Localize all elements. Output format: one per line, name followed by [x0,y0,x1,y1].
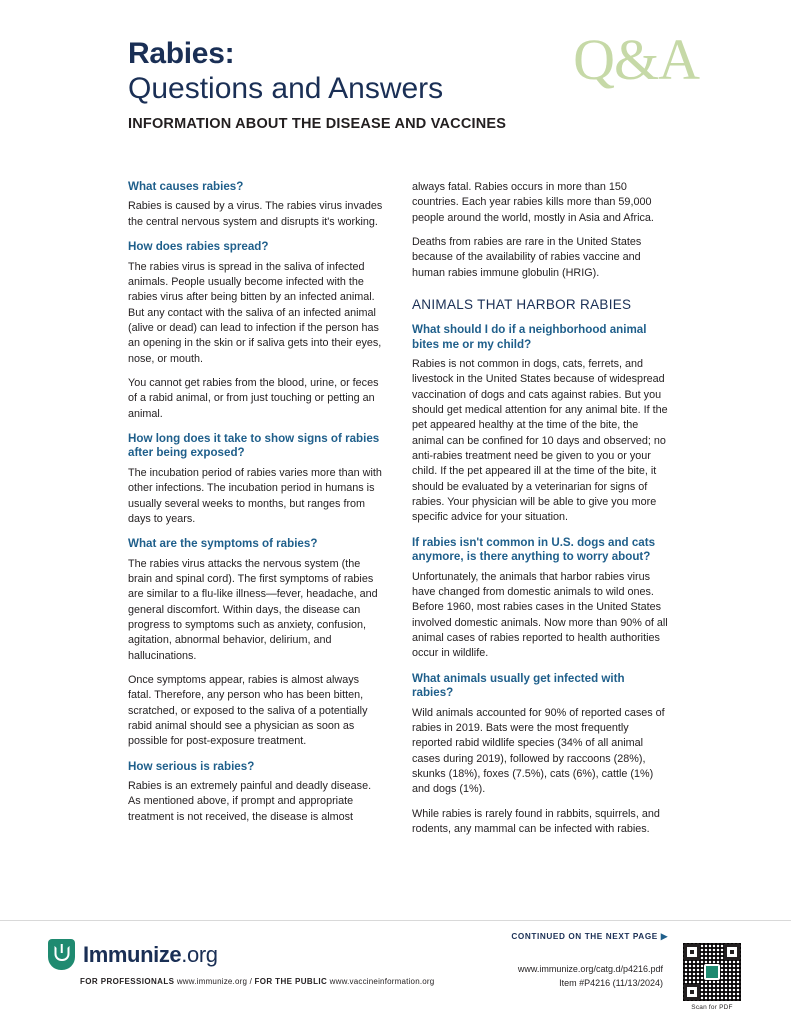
footer-document-info [518,963,663,991]
answer-paragraph: The rabies virus attacks the nervous system (the brain and spinal cord). The first symptoms of rabies are similar to a flu-like illness—fever, headache, and general discomfort. Within days, the disease can progress to symptoms such as anxiety, confusion, agitation, abnormal behavior, delirium, and hallucinations. [128,557,378,662]
qr-label: Scan for PDF [691,1004,733,1011]
logo-text [83,942,218,968]
qa-block [128,760,384,825]
answer-paragraph: Rabies is an extremely painful and deadly disease. As mentioned above, if prompt and appropriate treatment is not received, the disease is almost [128,780,372,823]
triangle-right-icon: ▶ [660,931,668,941]
question-heading: If rabies isn't common in U.S. dogs and cats anymore, is there anything to worry about? [412,535,656,564]
for-public-label: FOR THE PUBLIC [254,977,328,986]
answer-paragraph: The incubation period of rabies varies more than with other infections. The incubation period in humans is usually several weeks to months, but ranges from days to years. [128,466,382,525]
qa-block [128,180,384,230]
answer-paragraph-continued: Deaths from rabies are rare in the United States because of the availability of rabies vaccine and human rabies immune globulin (HRIG). [412,235,642,279]
qr-code-block[interactable] [681,943,743,1011]
qr-finder-top-left [684,944,700,960]
qr-code-icon [683,943,741,1001]
document-footer [0,920,791,1024]
answer-paragraph-continued: always fatal. Rabies occurs in more than 150 countries. Each year rabies kills more than 59,000 people around the world, mostly in Asia and Africa. [412,181,654,224]
answer-paragraph: Rabies is not common in dogs, cats, ferrets, and livestock in the United States because of widespread vaccination of dogs and cats against rabies. But you should get medical attention for any animal bite. If the pet appeared healthy at the time of the bite, the animal can be confined for 10 days and observed; no anti-rabies treatment need be given to you or your child. If the pet appeared ill at the time of the bite, it should be evaluated by a veterinarian for signs of rabies. Your physician will be able to give you more specific advice for your situation. [412,358,668,524]
qa-watermark: Q&A [573,27,699,92]
for-professionals-url[interactable]: www.immunize.org [176,977,248,986]
document-url[interactable]: www.immunize.org/catg.d/p4216.pdf [517,964,663,974]
question-heading: How serious is rabies? [128,759,255,773]
article-columns [128,180,668,941]
page-subtitle: Questions and Answers [128,71,444,105]
footer-separator: / [249,977,253,986]
footer-links [80,977,434,986]
qa-block [128,432,384,527]
qr-finder-bottom-left [684,984,700,1000]
qr-center-logo [704,964,720,980]
question-heading: What causes rabies? [128,180,244,193]
section-heading: ANIMALS THAT HARBOR RABIES [412,296,632,312]
answer-paragraph: Once symptoms appear, rabies is almost always fatal. Therefore, any person who has been bitten, scratched, or exposed to the saliva of a potentially rabid animal should see a physician as soon as possible for post-exposure treatment. [128,673,368,748]
logo-text-suffix: .org [181,941,218,967]
answer-paragraph: Rabies is caused by a virus. The rabies virus invades the central nervous system and disrupts it's working. [128,200,383,228]
immunize-logo[interactable] [48,939,218,970]
question-heading: What animals usually get infected with rabies? [412,671,625,700]
question-heading: What should I do if a neighborhood animal bites me or my child? [412,323,647,351]
qr-finder-top-right [724,944,740,960]
qa-block [412,672,668,838]
answer-paragraph: While rabies is rarely found in rabbits, squirrels, and rodents, any mammal can be infected with rabies. [412,807,660,835]
shield-icon [48,939,75,970]
question-heading: How does rabies spread? [128,240,269,254]
for-public-url[interactable]: www.vaccineinformation.org [329,977,435,986]
answer-paragraph: Unfortunately, the animals that harbor rabies virus have changed from domestic animals to wild ones. Before 1960, most rabies cases in the United States involved domestic animals. Now more than 90% of all animal cases of rabies reported to health authorities occur in wildlife. [412,570,668,660]
qa-block [128,537,384,749]
answer-paragraph: You cannot get rabies from the blood, urine, or feces of a rabid animal, or from just touching or petting an animal. [128,376,379,420]
item-number: Item #P4216 (11/13/2024) [559,977,663,988]
qa-block [412,323,668,526]
question-heading: What are the symptoms of rabies? [128,537,318,551]
answer-paragraph: Wild animals accounted for 90% of reported cases of rabies in 2019. Bats were the most frequently reported rabid wildlife species (34% of all animal cases during 2019), followed by raccoons (28%), skunks (18%), foxes (7.5%), cats (6%), cattle (1%) and dogs (1%). [412,706,665,796]
for-professionals-label: FOR PROFESSIONALS [80,977,175,986]
continued-label: CONTINUED ON THE NEXT PAGE [511,932,658,941]
answer-paragraph: The rabies virus is spread in the saliva of infected animals. People usually become infected with the rabies virus after being bitten by an infected animal. But any contact with the saliva of an infected animal (alive or dead) can lead to infection if the person has an opening in the skin or if saliva gets into their eyes, nose, or mouth. [128,260,382,365]
qa-block [128,240,384,422]
document-header [0,0,791,132]
page-tagline: INFORMATION ABOUT THE DISEASE AND VACCINES [128,116,507,132]
qa-block [412,536,668,662]
page-title: Rabies: [128,37,235,70]
logo-text-bold: Immunize [83,941,182,967]
question-heading: How long does it take to show signs of rabies after being exposed? [128,431,380,460]
